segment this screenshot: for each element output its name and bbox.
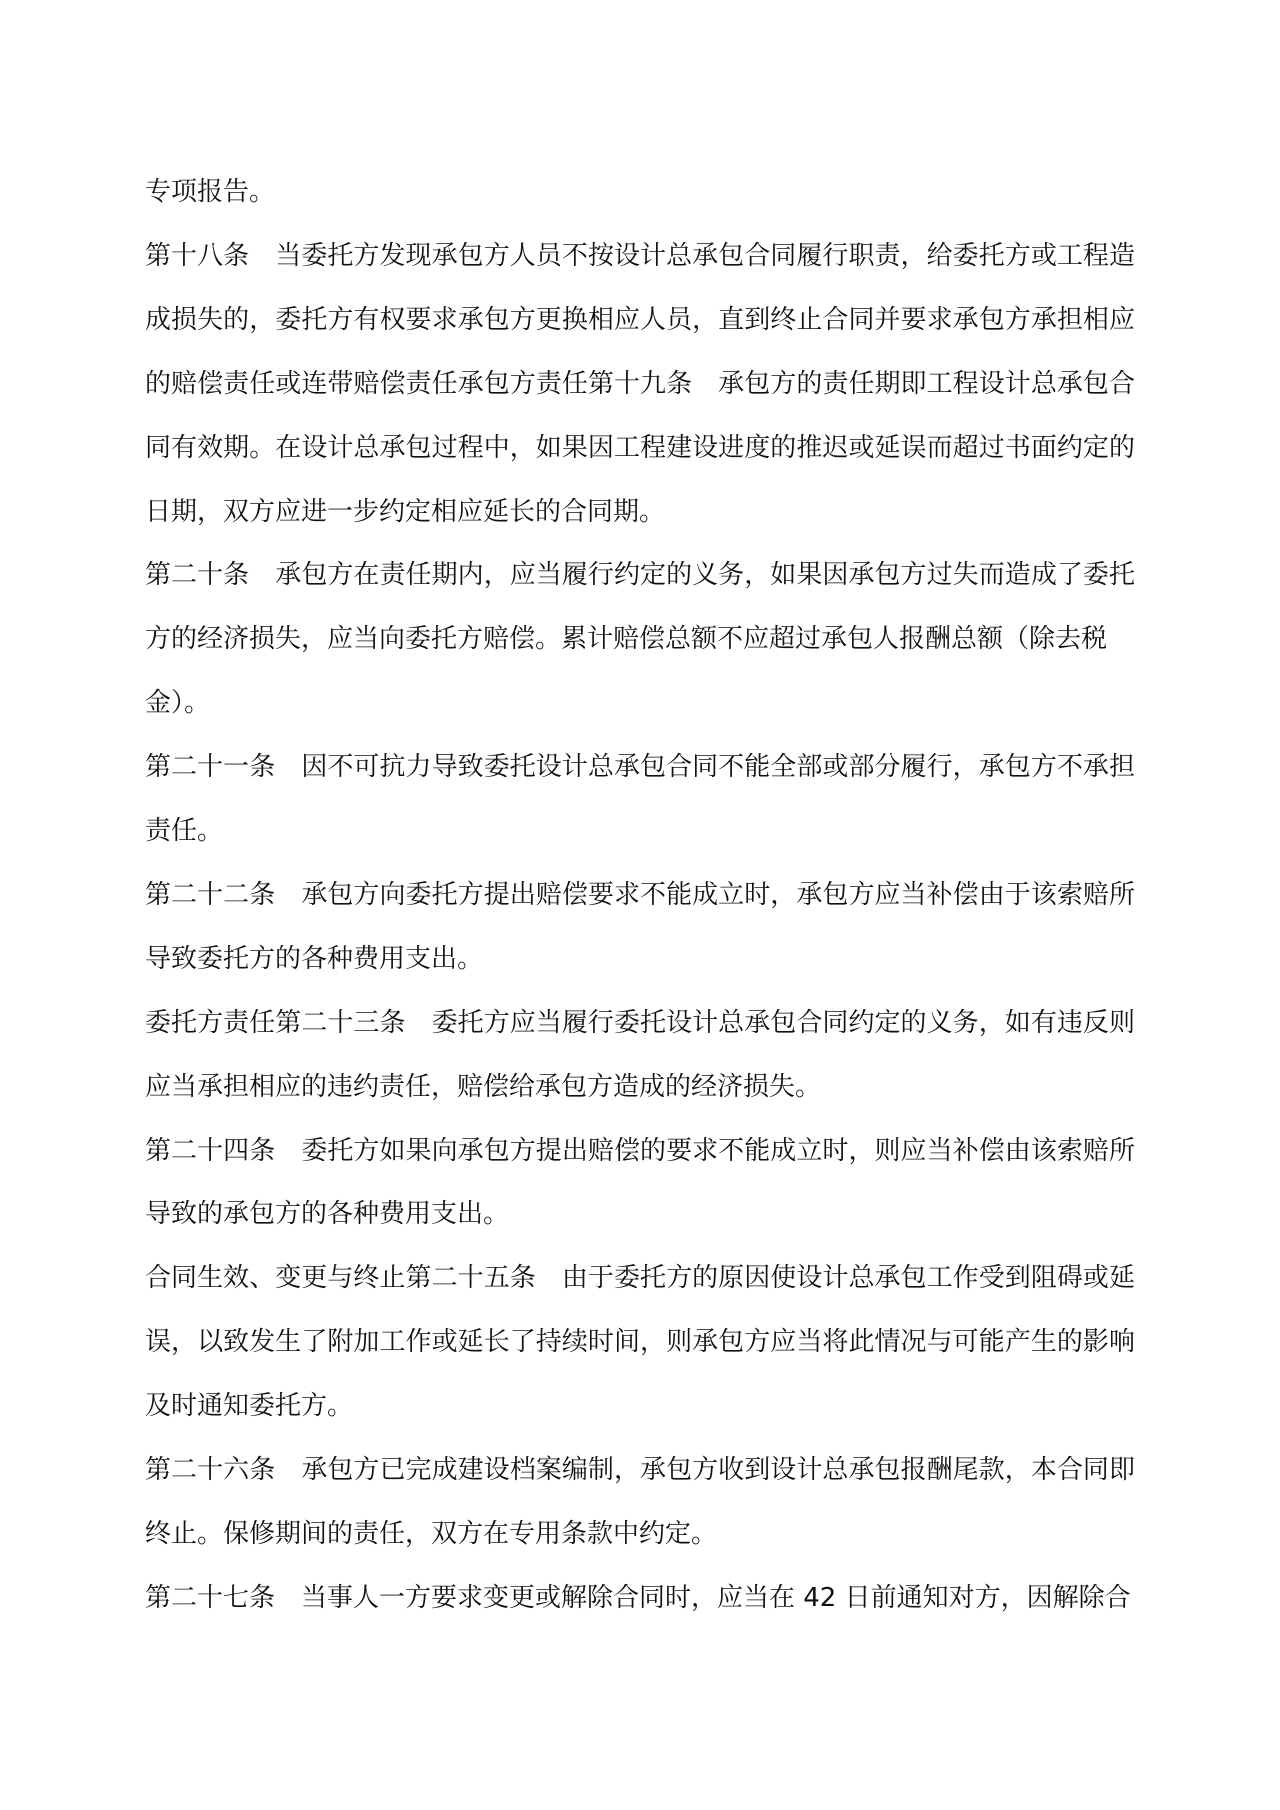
text-line: 成损失的，委托方有权要求承包方更换相应人员，直到终止合同并要求承包方承担相应 bbox=[145, 304, 1135, 335]
text-line: 第二十一条 因不可抗力导致委托设计总承包合同不能全部或部分履行，承包方不承担 bbox=[145, 752, 1135, 783]
text-line: 方的经济损失，应当向委托方赔偿。累计赔偿总额不应超过承包人报酬总额（除去税 bbox=[145, 624, 1108, 655]
text-line: 第二十六条 承包方已完成建设档案编制，承包方收到设计总承包报酬尾款，本合同即 bbox=[145, 1455, 1135, 1485]
text-line: 第二十四条 委托方如果向承包方提出赔偿的要求不能成立时，则应当补偿由该索赔所 bbox=[145, 1135, 1135, 1166]
text-line: 及时通知委托方。 bbox=[145, 1391, 354, 1422]
text-line: 终止。保修期间的责任，双方在专用条款中约定。 bbox=[145, 1518, 718, 1549]
text-line: 导致的承包方的各种费用支出。 bbox=[145, 1199, 510, 1230]
text-line: 误，以致发生了附加工作或延长了持续时间，则承包方应当将此情况与可能产生的影响 bbox=[145, 1327, 1135, 1358]
text-line: 第十八条 当委托方发现承包方人员不按设计总承包合同履行职责，给委托方或工程造 bbox=[145, 240, 1135, 271]
text-line: 专项报告。 bbox=[145, 177, 276, 207]
text-line: 委托方责任第二十三条 委托方应当履行委托设计总承包合同约定的义务，如有违反则 bbox=[145, 1007, 1135, 1038]
text-line: 第二十条 承包方在责任期内，应当履行约定的义务，如果因承包方过失而造成了委托 bbox=[145, 560, 1135, 591]
text-line: 合同生效、变更与终止第二十五条 由于委托方的原因使设计总承包工作受到阻碍或延 bbox=[145, 1263, 1135, 1294]
text-line: 责任。 bbox=[145, 816, 224, 846]
text-line: 导致委托方的各种费用支出。 bbox=[145, 943, 484, 974]
text-line: 的赔偿责任或连带赔偿责任承包方责任第十九条 承包方的责任期即工程设计总承包合 bbox=[145, 368, 1135, 399]
text-line: 同有效期。在设计总承包过程中，如果因工程建设进度的推迟或延误而超过书面约定的 bbox=[145, 432, 1135, 463]
text-line: 第二十七条 当事人一方要求变更或解除合同时，应当在 42 日前通知对方，因解除合 bbox=[145, 1582, 1131, 1613]
text-line: 应当承担相应的违约责任，赔偿给承包方造成的经济损失。 bbox=[145, 1071, 822, 1102]
text-line: 日期，双方应进一步约定相应延长的合同期。 bbox=[145, 496, 666, 527]
text-line: 第二十二条 承包方向委托方提出赔偿要求不能成立时，承包方应当补偿由于该索赔所 bbox=[145, 879, 1135, 910]
text-line: 金）。 bbox=[145, 688, 211, 719]
